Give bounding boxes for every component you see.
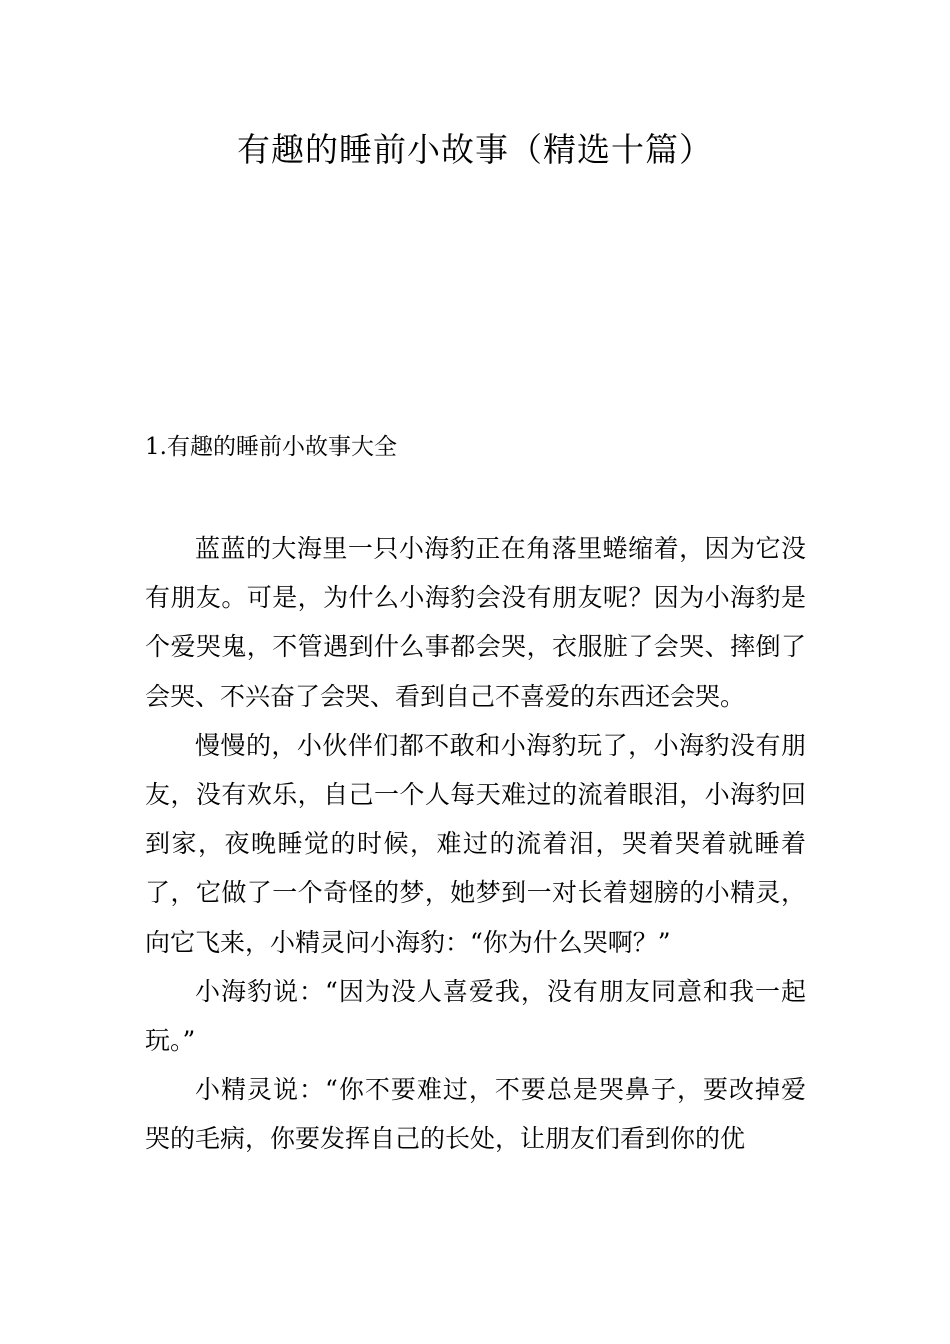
section-heading: 1.有趣的睡前小故事大全 [145, 434, 397, 460]
story-paragraph: 小海豹说：“因为没人喜爱我，没有朋友同意和我一起玩。” [145, 976, 806, 1056]
document-title: 有趣的睡前小故事（精选十篇） [237, 130, 713, 169]
story-paragraph: 慢慢的，小伙伴们都不敢和小海豹玩了，小海豹没有朋友，没有欢乐，自己一个人每天难过的流着眼泪，小海豹回到家，夜晚睡觉的时候，难过的流着泪，哭着哭着就睡着了，它做了一个奇怪的梦，她梦到一对长着翅膀的小精灵，向它飞来，小精灵问小海豹：“你为什么哭啊？” [145, 730, 806, 957]
story-body [145, 524, 806, 1164]
story-paragraph: 小精灵说：“你不要难过，不要总是哭鼻子，要改掉爱哭的毛病，你要发挥自己的长处，让朋友们看到你的优 [145, 1075, 806, 1154]
story-paragraph: 蓝蓝的大海里一只小海豹正在角落里蜷缩着，因为它没有朋友。可是，为什么小海豹会没有朋友呢？因为小海豹是个爱哭鬼，不管遇到什么事都会哭，衣服脏了会哭、摔倒了会哭、不兴奋了会哭、看到自己不喜爱的东西还会哭。 [145, 534, 806, 711]
